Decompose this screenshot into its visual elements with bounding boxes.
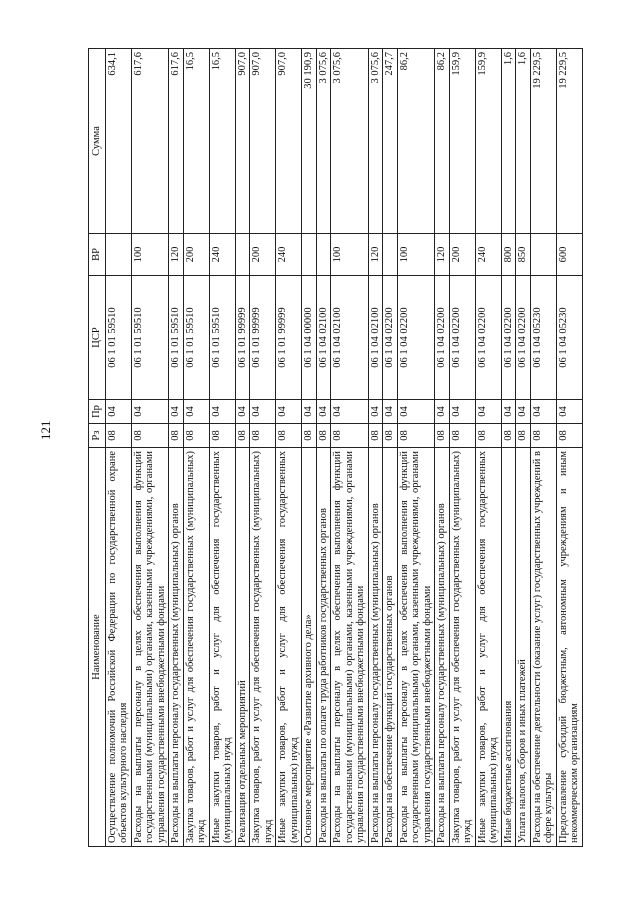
row-sum: 16,5 bbox=[209, 49, 235, 234]
table-body bbox=[105, 49, 582, 847]
row-pr: 04 bbox=[501, 400, 516, 424]
row-csr: 06 1 04 02100 bbox=[316, 276, 331, 400]
row-name: Закупка товаров, работ и услуг для обеспечения государственных (муниципальных) нужд bbox=[250, 448, 276, 847]
row-name: Расходы на выплаты персоналу в целях обеспечения выполнения функций государственными (муниципальными) органами, казенными учреждениями, органами управления государственными внебюджетными фондами bbox=[331, 448, 369, 847]
row-csr: 06 1 04 05230 bbox=[556, 276, 582, 400]
table-row bbox=[397, 49, 435, 847]
row-vr: 120 bbox=[368, 234, 383, 276]
row-name: Уплата налогов, сборов и иных платежей bbox=[516, 448, 531, 847]
row-sum: 907,0 bbox=[235, 49, 250, 234]
table-row bbox=[183, 49, 209, 847]
row-vr bbox=[302, 234, 317, 276]
table-row bbox=[475, 49, 501, 847]
table-row bbox=[449, 49, 475, 847]
header-sum: Сумма bbox=[89, 49, 106, 234]
row-name: Расходы на обеспечение функций государственных органов bbox=[383, 448, 398, 847]
row-csr: 06 1 01 59510 bbox=[183, 276, 209, 400]
row-sum: 907,0 bbox=[276, 49, 302, 234]
row-rz: 08 bbox=[501, 424, 516, 448]
table-row bbox=[530, 49, 556, 847]
row-pr: 04 bbox=[169, 400, 184, 424]
table-row bbox=[368, 49, 383, 847]
row-sum: 3 075,6 bbox=[368, 49, 383, 234]
row-csr: 06 1 01 99999 bbox=[235, 276, 250, 400]
row-sum: 3 075,6 bbox=[331, 49, 369, 234]
table-row bbox=[131, 49, 169, 847]
row-pr: 04 bbox=[556, 400, 582, 424]
row-rz: 08 bbox=[131, 424, 169, 448]
table-row bbox=[383, 49, 398, 847]
row-name: Расходы на выплаты персоналу в целях обеспечения выполнения функций государственными (муниципальными) органами, казенными учреждениями, органами управления государственными внебюджетными фондами bbox=[397, 448, 435, 847]
row-vr bbox=[316, 234, 331, 276]
table-row bbox=[276, 49, 302, 847]
row-rz: 08 bbox=[331, 424, 369, 448]
header-pr: Пр bbox=[89, 400, 106, 424]
row-name: Иные закупки товаров, работ и услуг для обеспечения государственных (муниципальных) нужд bbox=[209, 448, 235, 847]
row-csr: 06 1 04 00000 bbox=[302, 276, 317, 400]
row-pr: 04 bbox=[183, 400, 209, 424]
row-vr: 240 bbox=[475, 234, 501, 276]
row-rz: 08 bbox=[276, 424, 302, 448]
row-rz: 08 bbox=[435, 424, 450, 448]
row-csr: 06 1 04 02200 bbox=[449, 276, 475, 400]
row-sum: 86,2 bbox=[435, 49, 450, 234]
row-csr: 06 1 01 59510 bbox=[169, 276, 184, 400]
row-pr: 04 bbox=[435, 400, 450, 424]
row-vr bbox=[383, 234, 398, 276]
row-pr: 04 bbox=[235, 400, 250, 424]
row-vr: 100 bbox=[331, 234, 369, 276]
row-pr: 04 bbox=[368, 400, 383, 424]
row-vr: 120 bbox=[169, 234, 184, 276]
row-csr: 06 1 04 02200 bbox=[435, 276, 450, 400]
row-csr: 06 1 01 59510 bbox=[209, 276, 235, 400]
row-vr: 600 bbox=[556, 234, 582, 276]
row-csr: 06 1 04 02100 bbox=[331, 276, 369, 400]
row-sum: 1,6 bbox=[516, 49, 531, 234]
row-vr: 240 bbox=[276, 234, 302, 276]
row-sum: 159,9 bbox=[475, 49, 501, 234]
row-rz: 08 bbox=[397, 424, 435, 448]
row-sum: 86,2 bbox=[397, 49, 435, 234]
row-vr: 120 bbox=[435, 234, 450, 276]
row-pr: 04 bbox=[105, 400, 131, 424]
row-name: Иные закупки товаров, работ и услуг для обеспечения государственных (муниципальных) нужд bbox=[475, 448, 501, 847]
row-csr: 06 1 01 99999 bbox=[276, 276, 302, 400]
row-rz: 08 bbox=[235, 424, 250, 448]
row-name: Расходы на обеспечение деятельности (оказание услуг) государственных учреждений в сфере культуры bbox=[530, 448, 556, 847]
table-row bbox=[169, 49, 184, 847]
row-name: Закупка товаров, работ и услуг для обеспечения государственных (муниципальных) нужд bbox=[449, 448, 475, 847]
row-csr: 06 1 04 02200 bbox=[383, 276, 398, 400]
row-vr: 240 bbox=[209, 234, 235, 276]
table-row bbox=[501, 49, 516, 847]
row-vr: 100 bbox=[397, 234, 435, 276]
row-rz: 08 bbox=[475, 424, 501, 448]
table-row bbox=[250, 49, 276, 847]
row-csr: 06 1 04 02100 bbox=[368, 276, 383, 400]
row-pr: 04 bbox=[383, 400, 398, 424]
row-vr: 200 bbox=[183, 234, 209, 276]
row-rz: 08 bbox=[556, 424, 582, 448]
table-row bbox=[316, 49, 331, 847]
row-name: Осуществление полномочий Российской Федерации по государственной охране объектов культурного наследия bbox=[105, 448, 131, 847]
row-rz: 08 bbox=[316, 424, 331, 448]
row-sum: 617,6 bbox=[169, 49, 184, 234]
table-row bbox=[516, 49, 531, 847]
table-row bbox=[302, 49, 317, 847]
table-row bbox=[209, 49, 235, 847]
row-sum: 247,7 bbox=[383, 49, 398, 234]
table-row bbox=[105, 49, 131, 847]
row-rz: 08 bbox=[530, 424, 556, 448]
row-vr: 200 bbox=[449, 234, 475, 276]
row-sum: 159,9 bbox=[449, 49, 475, 234]
table-row bbox=[556, 49, 582, 847]
row-rz: 08 bbox=[183, 424, 209, 448]
row-rz: 08 bbox=[368, 424, 383, 448]
row-pr: 04 bbox=[397, 400, 435, 424]
row-sum: 907,0 bbox=[250, 49, 276, 234]
row-pr: 04 bbox=[331, 400, 369, 424]
row-sum: 3 075,6 bbox=[316, 49, 331, 234]
row-rz: 08 bbox=[250, 424, 276, 448]
row-name: Расходы на выплаты персоналу в целях обеспечения выполнения функций государственными (муниципальными) органами, казенными учреждениями, органами управления государственными внебюджетными фондами bbox=[131, 448, 169, 847]
row-rz: 08 bbox=[169, 424, 184, 448]
row-name: Расходы на выплаты персоналу государственных (муниципальных) органов bbox=[368, 448, 383, 847]
row-csr: 06 1 01 59510 bbox=[131, 276, 169, 400]
row-pr: 04 bbox=[475, 400, 501, 424]
row-name: Основное мероприятие «Развитие архивного дела» bbox=[302, 448, 317, 847]
row-csr: 06 1 04 02200 bbox=[475, 276, 501, 400]
header-rz: Рз bbox=[89, 424, 106, 448]
row-csr: 06 1 04 02200 bbox=[516, 276, 531, 400]
row-pr: 04 bbox=[316, 400, 331, 424]
row-sum: 634,1 bbox=[105, 49, 131, 234]
row-csr: 06 1 04 02200 bbox=[397, 276, 435, 400]
row-sum: 19 229,5 bbox=[530, 49, 556, 234]
row-rz: 08 bbox=[449, 424, 475, 448]
row-name: Иные бюджетные ассигнования bbox=[501, 448, 516, 847]
header-vr: ВР bbox=[89, 234, 106, 276]
table-header-row bbox=[89, 49, 106, 847]
row-sum: 16,5 bbox=[183, 49, 209, 234]
row-sum: 19 229,5 bbox=[556, 49, 582, 234]
row-csr: 06 1 04 05230 bbox=[530, 276, 556, 400]
table-row bbox=[235, 49, 250, 847]
row-pr: 04 bbox=[516, 400, 531, 424]
row-name: Закупка товаров, работ и услуг для обеспечения государственных (муниципальных) нужд bbox=[183, 448, 209, 847]
row-vr: 850 bbox=[516, 234, 531, 276]
row-rz: 08 bbox=[383, 424, 398, 448]
row-csr: 06 1 01 99999 bbox=[250, 276, 276, 400]
row-pr: 04 bbox=[449, 400, 475, 424]
row-csr: 06 1 01 59510 bbox=[105, 276, 131, 400]
row-name: Реализация отдельных мероприятий bbox=[235, 448, 250, 847]
row-vr: 100 bbox=[131, 234, 169, 276]
row-name: Иные закупки товаров, работ и услуг для обеспечения государственных (муниципальных) нужд bbox=[276, 448, 302, 847]
row-name: Расходы на выплаты персоналу государственных (муниципальных) органов bbox=[435, 448, 450, 847]
row-rz: 08 bbox=[105, 424, 131, 448]
row-name: Расходы на выплаты персоналу государственных (муниципальных) органов bbox=[169, 448, 184, 847]
row-sum: 1,6 bbox=[501, 49, 516, 234]
row-vr bbox=[235, 234, 250, 276]
row-rz: 08 bbox=[516, 424, 531, 448]
row-name: Предоставление субсидий бюджетным, автономным учреждениям и иным некоммерческим организациям bbox=[556, 448, 582, 847]
budget-table bbox=[88, 48, 583, 847]
header-name: Наименование bbox=[89, 448, 106, 847]
table-row bbox=[435, 49, 450, 847]
row-pr: 04 bbox=[131, 400, 169, 424]
page-number: 121 bbox=[38, 420, 53, 440]
row-pr: 04 bbox=[276, 400, 302, 424]
header-csr: ЦСР bbox=[89, 276, 106, 400]
row-name: Расходы на выплаты по оплате труда работников государственных органов bbox=[316, 448, 331, 847]
rotated-page-content bbox=[88, 49, 626, 847]
row-rz: 08 bbox=[302, 424, 317, 448]
row-vr: 200 bbox=[250, 234, 276, 276]
row-sum: 30 190,9 bbox=[302, 49, 317, 234]
row-vr: 800 bbox=[501, 234, 516, 276]
row-vr bbox=[105, 234, 131, 276]
row-vr bbox=[530, 234, 556, 276]
row-pr: 04 bbox=[530, 400, 556, 424]
row-pr: 04 bbox=[302, 400, 317, 424]
row-csr: 06 1 04 02200 bbox=[501, 276, 516, 400]
row-pr: 04 bbox=[250, 400, 276, 424]
row-sum: 617,6 bbox=[131, 49, 169, 234]
row-rz: 08 bbox=[209, 424, 235, 448]
row-pr: 04 bbox=[209, 400, 235, 424]
table-row bbox=[331, 49, 369, 847]
